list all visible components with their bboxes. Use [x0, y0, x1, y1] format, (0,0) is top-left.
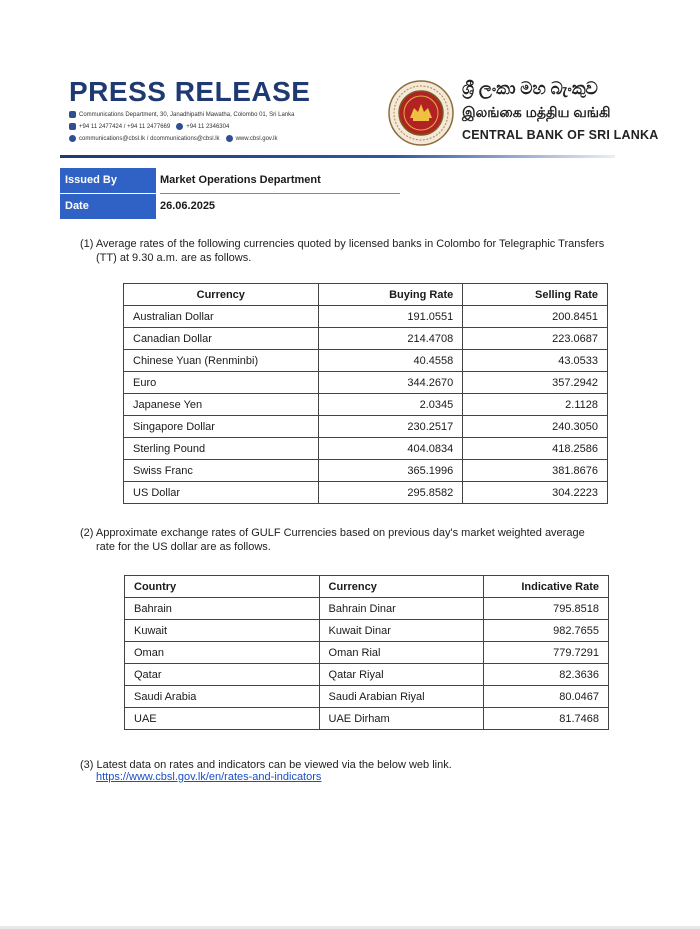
currency-cell: Saudi Arabian Riyal [319, 686, 484, 708]
column-header: Country [125, 576, 320, 598]
table-row [124, 328, 608, 350]
section2-line1: (2) Approximate exchange rates of GULF Currencies based on previous day's market weighted average [80, 527, 585, 539]
table-row [124, 394, 608, 416]
table-row [125, 664, 609, 686]
section1-line2: (TT) at 9.30 a.m. are as follows. [96, 252, 252, 264]
currency-cell: Singapore Dollar [124, 416, 319, 438]
country-cell: Oman [125, 642, 320, 664]
globe-icon [226, 135, 233, 142]
table-row [124, 416, 608, 438]
email-line [69, 135, 277, 142]
table-row [125, 598, 609, 620]
buying-rate-cell: 2.0345 [318, 394, 463, 416]
section3-text: (3) Latest data on rates and indicators can be viewed via the below web link. [80, 759, 452, 771]
currency-cell: Kuwait Dinar [319, 620, 484, 642]
indicative-rate-cell: 80.0467 [484, 686, 609, 708]
currency-cell: Sterling Pound [124, 438, 319, 460]
tt-rates-table [123, 283, 608, 504]
table-row [124, 482, 608, 504]
bank-name-tamil: இலங்கை மத்திய வங்கி [462, 104, 611, 120]
currency-cell: Australian Dollar [124, 306, 319, 328]
currency-cell: Qatar Riyal [319, 664, 484, 686]
section1-text [80, 237, 640, 265]
phone-line [69, 123, 229, 130]
table-row [124, 306, 608, 328]
table-row [125, 642, 609, 664]
central-bank-seal-icon [388, 80, 454, 146]
gulf-rates-table [124, 575, 609, 730]
table-row [124, 438, 608, 460]
indicative-rate-cell: 81.7468 [484, 708, 609, 730]
table-row [125, 708, 609, 730]
website-text[interactable]: www.cbsl.gov.lk [235, 136, 278, 143]
email-text[interactable]: communications@cbsl.lk / dcommunications@cbsl.lk [79, 136, 220, 143]
currency-cell: US Dollar [124, 482, 319, 504]
table-header-row [125, 576, 609, 598]
address-text: Communications Department, 30, Janadhipathi Mawatha, Colombo 01, Sri Lanka [79, 112, 295, 119]
bank-name-english: CENTRAL BANK OF SRI LANKA [462, 128, 659, 142]
column-header: Selling Rate [463, 284, 608, 306]
fax-text: +94 11 2346304 [186, 124, 230, 131]
currency-cell: Chinese Yuan (Renminbi) [124, 350, 319, 372]
country-cell: Bahrain [125, 598, 320, 620]
table-header-row [124, 284, 608, 306]
indicative-rate-cell: 779.7291 [484, 642, 609, 664]
currency-cell: Bahrain Dinar [319, 598, 484, 620]
indicative-rate-cell: 795.8518 [484, 598, 609, 620]
bank-name-sinhala: ශ්‍රී ලංකා මහ බැංකුව [462, 79, 598, 98]
mail-icon [69, 111, 76, 118]
phone-text: +94 11 2477424 / +94 11 2477669 [79, 124, 171, 131]
currency-cell: Japanese Yen [124, 394, 319, 416]
date-value: 26.06.2025 [160, 200, 216, 212]
indicative-rate-cell: 82.3636 [484, 664, 609, 686]
phone-icon [69, 123, 76, 130]
table-row [125, 620, 609, 642]
buying-rate-cell: 404.0834 [318, 438, 463, 460]
currency-cell: Euro [124, 372, 319, 394]
fax-icon [176, 123, 183, 130]
issued-by-label: Issued By [60, 168, 156, 193]
selling-rate-cell: 418.2586 [463, 438, 608, 460]
selling-rate-cell: 223.0687 [463, 328, 608, 350]
table-row [125, 686, 609, 708]
address-line [69, 111, 294, 118]
at-icon [69, 135, 76, 142]
rates-indicators-link[interactable]: https://www.cbsl.gov.lk/en/rates-and-indicators [96, 771, 322, 783]
buying-rate-cell: 365.1996 [318, 460, 463, 482]
buying-rate-cell: 214.4708 [318, 328, 463, 350]
buying-rate-cell: 40.4558 [318, 350, 463, 372]
issued-by-value: Market Operations Department [160, 174, 321, 186]
indicative-rate-cell: 982.7655 [484, 620, 609, 642]
section1-line1: (1) Average rates of the following currencies quoted by licensed banks in Colombo for Telegraphic Transfers [80, 238, 605, 250]
table-row [124, 350, 608, 372]
buying-rate-cell: 344.2670 [318, 372, 463, 394]
selling-rate-cell: 357.2942 [463, 372, 608, 394]
section2-line2: rate for the US dollar are as follows. [96, 541, 271, 553]
currency-cell: UAE Dirham [319, 708, 484, 730]
country-cell: Qatar [125, 664, 320, 686]
selling-rate-cell: 240.3050 [463, 416, 608, 438]
table-row [124, 372, 608, 394]
buying-rate-cell: 230.2517 [318, 416, 463, 438]
country-cell: Saudi Arabia [125, 686, 320, 708]
selling-rate-cell: 43.0533 [463, 350, 608, 372]
issued-by-row [60, 168, 400, 193]
page-title: PRESS RELEASE [69, 76, 311, 107]
currency-cell: Canadian Dollar [124, 328, 319, 350]
column-header: Currency [124, 284, 319, 306]
column-header: Indicative Rate [484, 576, 609, 598]
column-header: Buying Rate [318, 284, 463, 306]
selling-rate-cell: 381.8676 [463, 460, 608, 482]
section2-text [80, 526, 640, 554]
header-divider [60, 155, 615, 158]
table-row [124, 460, 608, 482]
buying-rate-cell: 191.0551 [318, 306, 463, 328]
selling-rate-cell: 304.2223 [463, 482, 608, 504]
selling-rate-cell: 200.8451 [463, 306, 608, 328]
column-header: Currency [319, 576, 484, 598]
currency-cell: Oman Rial [319, 642, 484, 664]
country-cell: Kuwait [125, 620, 320, 642]
date-label: Date [60, 194, 156, 219]
currency-cell: Swiss Franc [124, 460, 319, 482]
selling-rate-cell: 2.1128 [463, 394, 608, 416]
country-cell: UAE [125, 708, 320, 730]
buying-rate-cell: 295.8582 [318, 482, 463, 504]
date-row [60, 194, 400, 219]
